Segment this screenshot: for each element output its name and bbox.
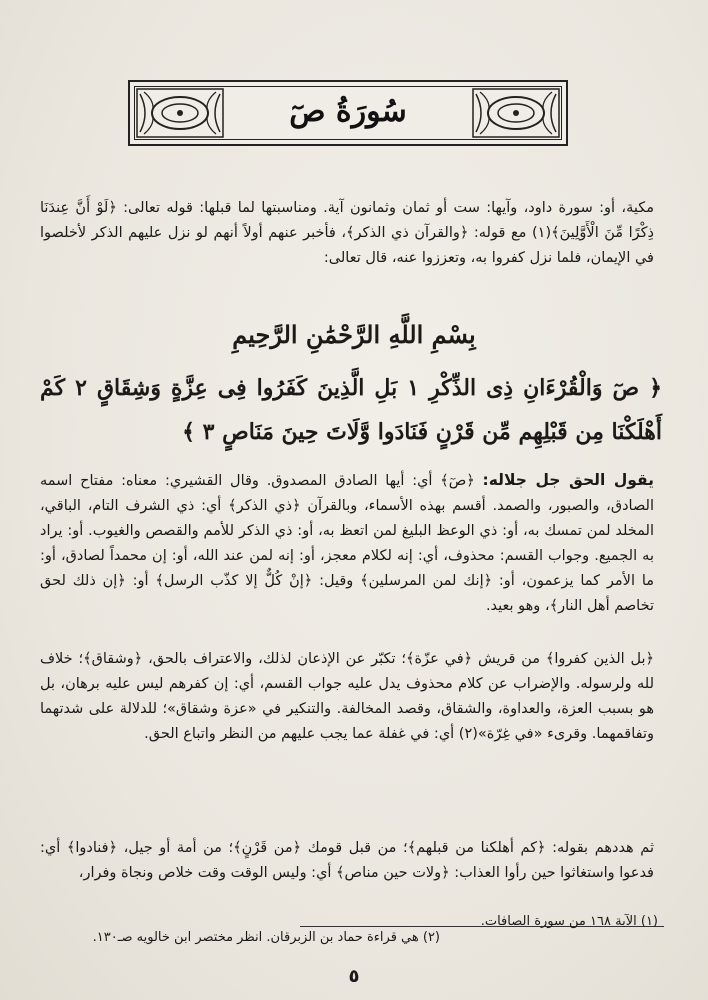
footnote-2: (٢) هي قراءة حماد بن الزبرقان. انظر مختصر ابن خالويه صـ١٣٠. xyxy=(92,930,440,945)
quran-verses: ﴿ صٓ وَالْقُرْءَانِ ذِى الذِّكْرِ ١ بَلِ الَّذِينَ كَفَرُوا فِى عِزَّةٍ وَشِقَاقٍ ٢ كَمْ أَهْلَكْنَا مِن قَبْلِهِم مِّن قَرْنٍ فَنَادَوا وَّلَاتَ حِينَ مَنَاصٍ ٣ ﴾ xyxy=(40,375,662,445)
footnote-1: (١) الآية ١٦٨ من سورة الصافات. xyxy=(480,914,658,929)
surah-title: سُورَةُ صٓ xyxy=(289,94,407,129)
commentary-text: ﴿صٓ﴾ أي: أيها الصادق المصدوق. وقال القشيري: معناه: مفتاح اسمه الصادق، والصبور، والصمد. أقسم بهذه الأسماء، وبالقرآن ﴿ذي الذكر﴾ أي: ذي الشرف التام، الباقي، المخلد لمن تمسك به، أو: ذي الوعظ البليغ لمن اتعظ به، أو: ذي الذكر للأمم والقصص والغيوب. أو: يراد به الجميع. وجواب القسم: محذوف، أي: إنه لكلام معجز، أو: إنه لمن عند الله، أو: إن محمداً لصادق، أو: ما الأمر كما يزعمون، أو: ﴿إنك لمن المرسلين﴾ وقيل: ﴿إنْ كُلٌّ إلا كذّب الرسل﴾ أو: ﴿إن ذلك لحق تخاصم أهل النار﴾، وهو بعيد. xyxy=(40,473,654,614)
arabesque-ornament-icon xyxy=(136,88,224,138)
commentary-paragraph-2: ﴿بل الذين كفروا﴾ من قريش ﴿في عزّة﴾؛ تكبّر عن الإذعان لذلك، والاعتراف بالحق، ﴿وشقاق﴾؛ خلاف لله ولرسوله. والإضراب عن كلام محذوف يدل عليه جواب القسم، أي: إن كفرهم ليس عليه برهان، بل هو بسبب العزة، والعداوة، والشقاق، وقصد المخالفة. والتنكير في «عزة وشقاق»؛ للدلالة على شدتهما وتفاقمهما. وقرىء «في غِرّة»(٢) أي: في غفلة عما يجب عليهم من النظر واتباع الحق. xyxy=(40,651,654,742)
surah-header-frame xyxy=(128,80,568,146)
page-number: ٥ xyxy=(348,966,360,987)
commentary-paragraph-3: ثم هددهم بقوله: ﴿كم أهلكنا من قبلهم﴾؛ من قبل قومك ﴿من قَرْنٍ﴾؛ من أمة أو جيل، ﴿فنادوا﴾ أي: فدعوا واستغاثوا حين رأوا العذاب: ﴿ولات حين مناص﴾ أي: وليس الوقت وقت خلاص ونجاة وفرار، xyxy=(40,840,654,881)
intro-paragraph: مكية، أو: سورة داود، وآيها: ست أو ثمان وثمانون آية. ومناسبتها لما قبلها: قوله تعالى: ﴿لَوْ أَنَّ عِندَنَا ذِكْرًا مِّنَ الْأَوَّلِينَ﴾(١) مع قوله: ﴿والقرآن ذي الذكر﴾، فأخبر عنهم أولاً أنهم لو نزل عليهم الذكر لأخلصوا في الإيمان، فلما نزل كفروا به، وتعززوا عنه، قال تعالى: xyxy=(40,200,655,266)
surah-title-cartouche xyxy=(238,90,458,136)
basmala: بِسْمِ اللَّهِ الرَّحْمَٰنِ الرَّحِيمِ xyxy=(232,320,476,349)
commentary-paragraph-1 xyxy=(40,468,654,619)
commentary-lead: يقول الحق جل جلاله: xyxy=(482,471,654,489)
arabesque-ornament-icon xyxy=(472,88,560,138)
